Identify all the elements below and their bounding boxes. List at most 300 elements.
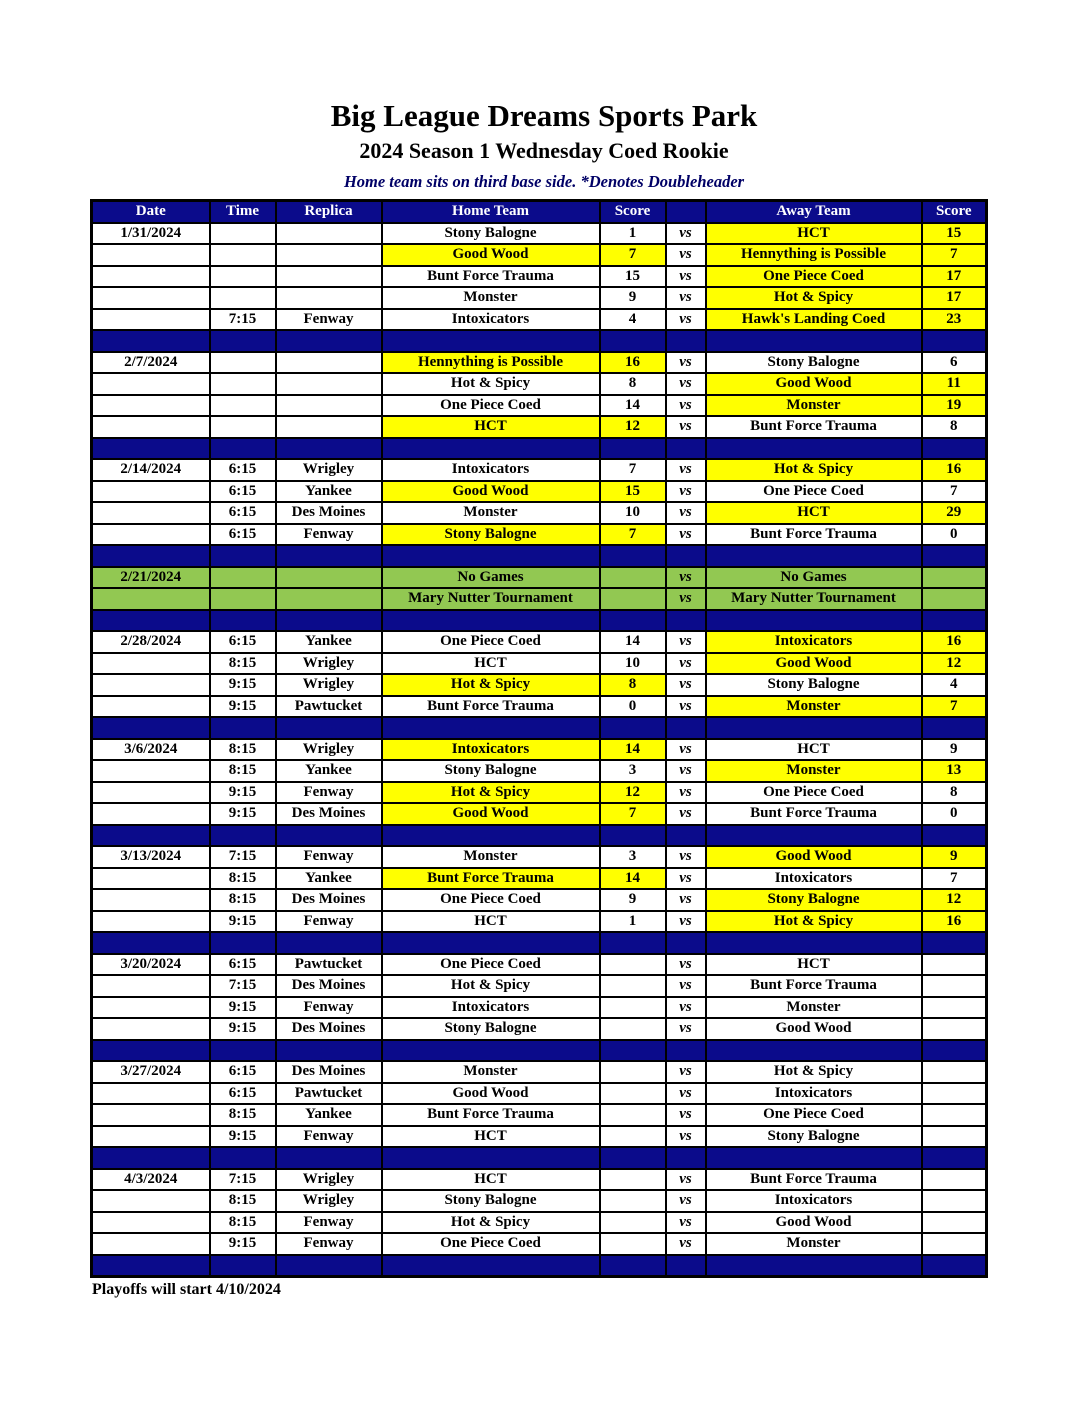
replica-cell: Yankee: [276, 1104, 382, 1126]
vs-cell: vs: [666, 696, 706, 718]
vs-cell: vs: [666, 416, 706, 438]
spacer-cell: [666, 438, 706, 460]
game-row: [92, 1104, 987, 1126]
away-team-cell: Bunt Force Trauma: [706, 803, 922, 825]
away-team-cell: Bunt Force Trauma: [706, 524, 922, 546]
date-cell: 4/3/2024: [92, 1169, 210, 1191]
vs-cell: vs: [666, 588, 706, 610]
replica-cell: [276, 223, 382, 245]
away-team-cell: Good Wood: [706, 653, 922, 675]
date-cell: 3/20/2024: [92, 954, 210, 976]
spacer-cell: [276, 825, 382, 847]
time-cell: 7:15: [210, 975, 276, 997]
replica-cell: Pawtucket: [276, 696, 382, 718]
spacer-cell: [706, 545, 922, 567]
home-score-cell: 0: [600, 696, 666, 718]
playoffs-note: Playoffs will start 4/10/2024: [92, 1281, 281, 1298]
home-team-cell: Intoxicators: [382, 459, 600, 481]
time-cell: [210, 567, 276, 589]
home-score-cell: [600, 1061, 666, 1083]
date-cell: [92, 524, 210, 546]
spacer-row: [92, 330, 987, 352]
away-team-cell: One Piece Coed: [706, 266, 922, 288]
schedule-body: [92, 223, 987, 1277]
game-row: [92, 631, 987, 653]
replica-cell: Yankee: [276, 631, 382, 653]
time-cell: 8:15: [210, 868, 276, 890]
home-score-cell: 14: [600, 739, 666, 761]
spacer-cell: [666, 932, 706, 954]
spacer-cell: [276, 610, 382, 632]
away-score-cell: 11: [922, 373, 987, 395]
away-score-cell: [922, 975, 987, 997]
game-row: [92, 1018, 987, 1040]
away-score-cell: [922, 1061, 987, 1083]
date-cell: [92, 653, 210, 675]
vs-cell: vs: [666, 975, 706, 997]
time-cell: 7:15: [210, 1169, 276, 1191]
away-score-cell: 7: [922, 868, 987, 890]
spacer-cell: [210, 717, 276, 739]
date-cell: [92, 309, 210, 331]
time-cell: 6:15: [210, 1061, 276, 1083]
home-score-cell: 9: [600, 889, 666, 911]
away-team-column-header: Away Team: [706, 201, 922, 223]
time-cell: 9:15: [210, 1126, 276, 1148]
away-score-cell: [922, 1104, 987, 1126]
date-cell: [92, 1104, 210, 1126]
replica-cell: Fenway: [276, 309, 382, 331]
away-team-cell: Monster: [706, 1233, 922, 1255]
replica-cell: Pawtucket: [276, 1083, 382, 1105]
replica-cell: Des Moines: [276, 975, 382, 997]
date-cell: [92, 889, 210, 911]
page-title: Big League Dreams Sports Park: [330, 98, 758, 133]
date-cell: [92, 997, 210, 1019]
spacer-cell: [922, 825, 987, 847]
spacer-cell: [600, 717, 666, 739]
date-cell: [92, 1126, 210, 1148]
replica-cell: Pawtucket: [276, 954, 382, 976]
home-score-cell: 8: [600, 373, 666, 395]
date-cell: [92, 481, 210, 503]
game-row: [92, 739, 987, 761]
spacer-cell: [922, 717, 987, 739]
vs-cell: vs: [666, 674, 706, 696]
date-cell: [92, 1233, 210, 1255]
home-team-cell: Bunt Force Trauma: [382, 868, 600, 890]
spacer-cell: [210, 1147, 276, 1169]
spacer-cell: [210, 545, 276, 567]
spacer-cell: [600, 545, 666, 567]
spacer-cell: [92, 610, 210, 632]
spacer-cell: [382, 438, 600, 460]
spacer-cell: [922, 932, 987, 954]
vs-cell: vs: [666, 1126, 706, 1148]
game-row: [92, 266, 987, 288]
home-score-cell: [600, 1212, 666, 1234]
spacer-cell: [600, 932, 666, 954]
game-row: [92, 1083, 987, 1105]
date-cell: [92, 1190, 210, 1212]
away-team-cell: Good Wood: [706, 373, 922, 395]
spacer-cell: [382, 610, 600, 632]
home-team-cell: Hot & Spicy: [382, 975, 600, 997]
away-team-cell: Hot & Spicy: [706, 911, 922, 933]
home-score-cell: 7: [600, 244, 666, 266]
game-row: [92, 1233, 987, 1255]
away-team-cell: Good Wood: [706, 1212, 922, 1234]
date-cell: [92, 674, 210, 696]
spacer-cell: [92, 1040, 210, 1062]
home-score-cell: [600, 1233, 666, 1255]
no-game-row: [92, 567, 987, 589]
home-score-cell: 7: [600, 803, 666, 825]
game-row: [92, 352, 987, 374]
away-score-cell: [922, 567, 987, 589]
vs-cell: vs: [666, 459, 706, 481]
spacer-cell: [666, 1040, 706, 1062]
spacer-cell: [210, 1255, 276, 1277]
spacer-cell: [276, 932, 382, 954]
vs-cell: vs: [666, 1212, 706, 1234]
game-row: [92, 223, 987, 245]
away-score-cell: [922, 997, 987, 1019]
home-team-cell: Monster: [382, 287, 600, 309]
time-cell: 8:15: [210, 739, 276, 761]
replica-cell: Yankee: [276, 481, 382, 503]
replica-cell: Fenway: [276, 846, 382, 868]
game-row: [92, 287, 987, 309]
game-row: [92, 524, 987, 546]
spacer-row: [92, 932, 987, 954]
spacer-cell: [210, 330, 276, 352]
away-score-cell: [922, 1233, 987, 1255]
time-cell: [210, 352, 276, 374]
home-score-column-header: Score: [600, 201, 666, 223]
spacer-cell: [92, 825, 210, 847]
vs-cell: vs: [666, 287, 706, 309]
replica-cell: [276, 352, 382, 374]
spacer-cell: [706, 1040, 922, 1062]
vs-cell: vs: [666, 1233, 706, 1255]
away-score-column-header: Score: [922, 201, 987, 223]
date-cell: [92, 760, 210, 782]
away-score-cell: 17: [922, 287, 987, 309]
vs-cell: vs: [666, 266, 706, 288]
spacer-cell: [666, 610, 706, 632]
home-team-cell: Hot & Spicy: [382, 782, 600, 804]
home-team-cell: Mary Nutter Tournament: [382, 588, 600, 610]
home-team-cell: Stony Balogne: [382, 223, 600, 245]
spacer-cell: [922, 1255, 987, 1277]
game-row: [92, 782, 987, 804]
vs-cell: vs: [666, 1169, 706, 1191]
vs-cell: vs: [666, 1018, 706, 1040]
away-team-cell: HCT: [706, 739, 922, 761]
away-team-cell: Stony Balogne: [706, 1126, 922, 1148]
spacer-cell: [382, 717, 600, 739]
replica-cell: [276, 588, 382, 610]
game-row: [92, 954, 987, 976]
date-cell: [92, 868, 210, 890]
date-cell: [92, 1212, 210, 1234]
replica-cell: Fenway: [276, 1233, 382, 1255]
date-column-header: Date: [92, 201, 210, 223]
time-cell: 7:15: [210, 309, 276, 331]
spacer-cell: [382, 825, 600, 847]
time-cell: 8:15: [210, 760, 276, 782]
time-cell: 9:15: [210, 803, 276, 825]
time-cell: 9:15: [210, 911, 276, 933]
away-team-cell: One Piece Coed: [706, 782, 922, 804]
away-team-cell: One Piece Coed: [706, 481, 922, 503]
replica-cell: Fenway: [276, 1212, 382, 1234]
home-team-cell: One Piece Coed: [382, 395, 600, 417]
vs-cell: vs: [666, 954, 706, 976]
spacer-cell: [666, 825, 706, 847]
home-score-cell: [600, 1126, 666, 1148]
home-team-cell: One Piece Coed: [382, 1233, 600, 1255]
away-team-cell: HCT: [706, 954, 922, 976]
game-row: [92, 1190, 987, 1212]
time-cell: [210, 244, 276, 266]
home-score-cell: 1: [600, 911, 666, 933]
spacer-row: [92, 825, 987, 847]
replica-cell: Fenway: [276, 1126, 382, 1148]
vs-cell: vs: [666, 997, 706, 1019]
replica-cell: [276, 287, 382, 309]
away-score-cell: 0: [922, 524, 987, 546]
away-score-cell: [922, 1169, 987, 1191]
time-cell: 9:15: [210, 1233, 276, 1255]
date-cell: [92, 782, 210, 804]
game-row: [92, 846, 987, 868]
home-score-cell: 15: [600, 481, 666, 503]
spacer-cell: [276, 545, 382, 567]
home-team-cell: Good Wood: [382, 481, 600, 503]
time-cell: 9:15: [210, 782, 276, 804]
away-team-cell: Bunt Force Trauma: [706, 975, 922, 997]
game-row: [92, 653, 987, 675]
time-cell: 9:15: [210, 997, 276, 1019]
home-team-cell: One Piece Coed: [382, 954, 600, 976]
spacer-cell: [666, 330, 706, 352]
home-score-cell: [600, 975, 666, 997]
home-score-cell: 9: [600, 287, 666, 309]
replica-cell: Wrigley: [276, 674, 382, 696]
home-team-cell: Good Wood: [382, 244, 600, 266]
replica-cell: Fenway: [276, 524, 382, 546]
date-cell: 3/27/2024: [92, 1061, 210, 1083]
vs-cell: vs: [666, 352, 706, 374]
home-score-cell: 7: [600, 459, 666, 481]
replica-column-header: Replica: [276, 201, 382, 223]
spacer-cell: [922, 1147, 987, 1169]
spacer-cell: [706, 1147, 922, 1169]
away-score-cell: 9: [922, 739, 987, 761]
home-score-cell: 14: [600, 631, 666, 653]
spacer-cell: [600, 610, 666, 632]
vs-cell: vs: [666, 502, 706, 524]
spacer-cell: [276, 1255, 382, 1277]
replica-cell: Des Moines: [276, 1018, 382, 1040]
away-score-cell: 23: [922, 309, 987, 331]
away-score-cell: 12: [922, 889, 987, 911]
vs-cell: vs: [666, 889, 706, 911]
vs-cell: vs: [666, 1190, 706, 1212]
spacer-cell: [600, 1147, 666, 1169]
date-cell: 3/6/2024: [92, 739, 210, 761]
spacer-cell: [382, 932, 600, 954]
away-team-cell: HCT: [706, 502, 922, 524]
home-team-column-header: Home Team: [382, 201, 600, 223]
table-header-row: [92, 201, 987, 223]
vs-cell: vs: [666, 782, 706, 804]
home-team-cell: Good Wood: [382, 1083, 600, 1105]
time-cell: [210, 266, 276, 288]
replica-cell: [276, 373, 382, 395]
spacer-cell: [706, 330, 922, 352]
away-score-cell: 7: [922, 696, 987, 718]
spacer-cell: [92, 438, 210, 460]
spacer-cell: [382, 545, 600, 567]
home-team-cell: Intoxicators: [382, 309, 600, 331]
away-score-cell: [922, 1083, 987, 1105]
date-cell: [92, 373, 210, 395]
time-cell: 6:15: [210, 631, 276, 653]
home-score-cell: 15: [600, 266, 666, 288]
spacer-row: [92, 1147, 987, 1169]
game-row: [92, 760, 987, 782]
spacer-cell: [600, 438, 666, 460]
replica-cell: Yankee: [276, 760, 382, 782]
date-cell: 1/31/2024: [92, 223, 210, 245]
home-score-cell: 3: [600, 760, 666, 782]
spacer-cell: [210, 438, 276, 460]
away-team-cell: Mary Nutter Tournament: [706, 588, 922, 610]
home-team-cell: Monster: [382, 1061, 600, 1083]
spacer-cell: [706, 932, 922, 954]
vs-column-header: [666, 201, 706, 223]
date-cell: [92, 395, 210, 417]
away-score-cell: 6: [922, 352, 987, 374]
date-cell: 2/21/2024: [92, 567, 210, 589]
replica-cell: Des Moines: [276, 889, 382, 911]
home-score-cell: [600, 1018, 666, 1040]
home-score-cell: 10: [600, 502, 666, 524]
home-team-cell: Stony Balogne: [382, 1018, 600, 1040]
replica-cell: Wrigley: [276, 739, 382, 761]
vs-cell: vs: [666, 223, 706, 245]
spacer-row: [92, 717, 987, 739]
vs-cell: vs: [666, 653, 706, 675]
home-team-cell: Hennything is Possible: [382, 352, 600, 374]
game-row: [92, 1212, 987, 1234]
spacer-cell: [276, 717, 382, 739]
home-team-note: Home team sits on third base side. *Denotes Doubleheader: [343, 172, 745, 191]
vs-cell: vs: [666, 309, 706, 331]
time-cell: 9:15: [210, 674, 276, 696]
home-score-cell: 8: [600, 674, 666, 696]
spacer-cell: [600, 1040, 666, 1062]
away-team-cell: Intoxicators: [706, 1083, 922, 1105]
page-subtitle: 2024 Season 1 Wednesday Coed Rookie: [359, 138, 729, 163]
away-team-cell: Intoxicators: [706, 868, 922, 890]
away-team-cell: Monster: [706, 760, 922, 782]
vs-cell: vs: [666, 911, 706, 933]
home-score-cell: 7: [600, 524, 666, 546]
date-cell: [92, 1018, 210, 1040]
time-cell: [210, 395, 276, 417]
home-team-cell: One Piece Coed: [382, 889, 600, 911]
away-team-cell: Hawk's Landing Coed: [706, 309, 922, 331]
spacer-cell: [600, 1255, 666, 1277]
replica-cell: [276, 567, 382, 589]
away-score-cell: 13: [922, 760, 987, 782]
time-cell: 8:15: [210, 889, 276, 911]
spacer-cell: [92, 1255, 210, 1277]
home-team-cell: Bunt Force Trauma: [382, 266, 600, 288]
spacer-cell: [210, 932, 276, 954]
replica-cell: Des Moines: [276, 1061, 382, 1083]
away-score-cell: 12: [922, 653, 987, 675]
home-score-cell: [600, 588, 666, 610]
home-team-cell: Intoxicators: [382, 997, 600, 1019]
home-score-cell: 10: [600, 653, 666, 675]
vs-cell: vs: [666, 524, 706, 546]
spacer-cell: [922, 1040, 987, 1062]
game-row: [92, 1169, 987, 1191]
game-row: [92, 309, 987, 331]
time-cell: 9:15: [210, 696, 276, 718]
replica-cell: [276, 266, 382, 288]
replica-cell: Wrigley: [276, 459, 382, 481]
away-score-cell: [922, 1126, 987, 1148]
vs-cell: vs: [666, 244, 706, 266]
away-score-cell: 7: [922, 244, 987, 266]
away-team-cell: Hot & Spicy: [706, 287, 922, 309]
away-score-cell: [922, 954, 987, 976]
replica-cell: Des Moines: [276, 803, 382, 825]
away-score-cell: [922, 1212, 987, 1234]
date-cell: [92, 803, 210, 825]
away-team-cell: Monster: [706, 395, 922, 417]
spacer-cell: [276, 1147, 382, 1169]
away-team-cell: Monster: [706, 997, 922, 1019]
spacer-row: [92, 545, 987, 567]
home-team-cell: Good Wood: [382, 803, 600, 825]
time-cell: [210, 416, 276, 438]
away-team-cell: Intoxicators: [706, 1190, 922, 1212]
spacer-cell: [922, 610, 987, 632]
date-cell: [92, 416, 210, 438]
away-team-cell: Hennything is Possible: [706, 244, 922, 266]
spacer-row: [92, 438, 987, 460]
home-team-cell: Hot & Spicy: [382, 1212, 600, 1234]
date-cell: [92, 975, 210, 997]
vs-cell: vs: [666, 739, 706, 761]
replica-cell: Fenway: [276, 782, 382, 804]
replica-cell: Fenway: [276, 997, 382, 1019]
spacer-cell: [666, 545, 706, 567]
home-team-cell: Hot & Spicy: [382, 674, 600, 696]
vs-cell: vs: [666, 760, 706, 782]
vs-cell: vs: [666, 481, 706, 503]
away-score-cell: 16: [922, 459, 987, 481]
time-cell: 8:15: [210, 1190, 276, 1212]
away-score-cell: 4: [922, 674, 987, 696]
